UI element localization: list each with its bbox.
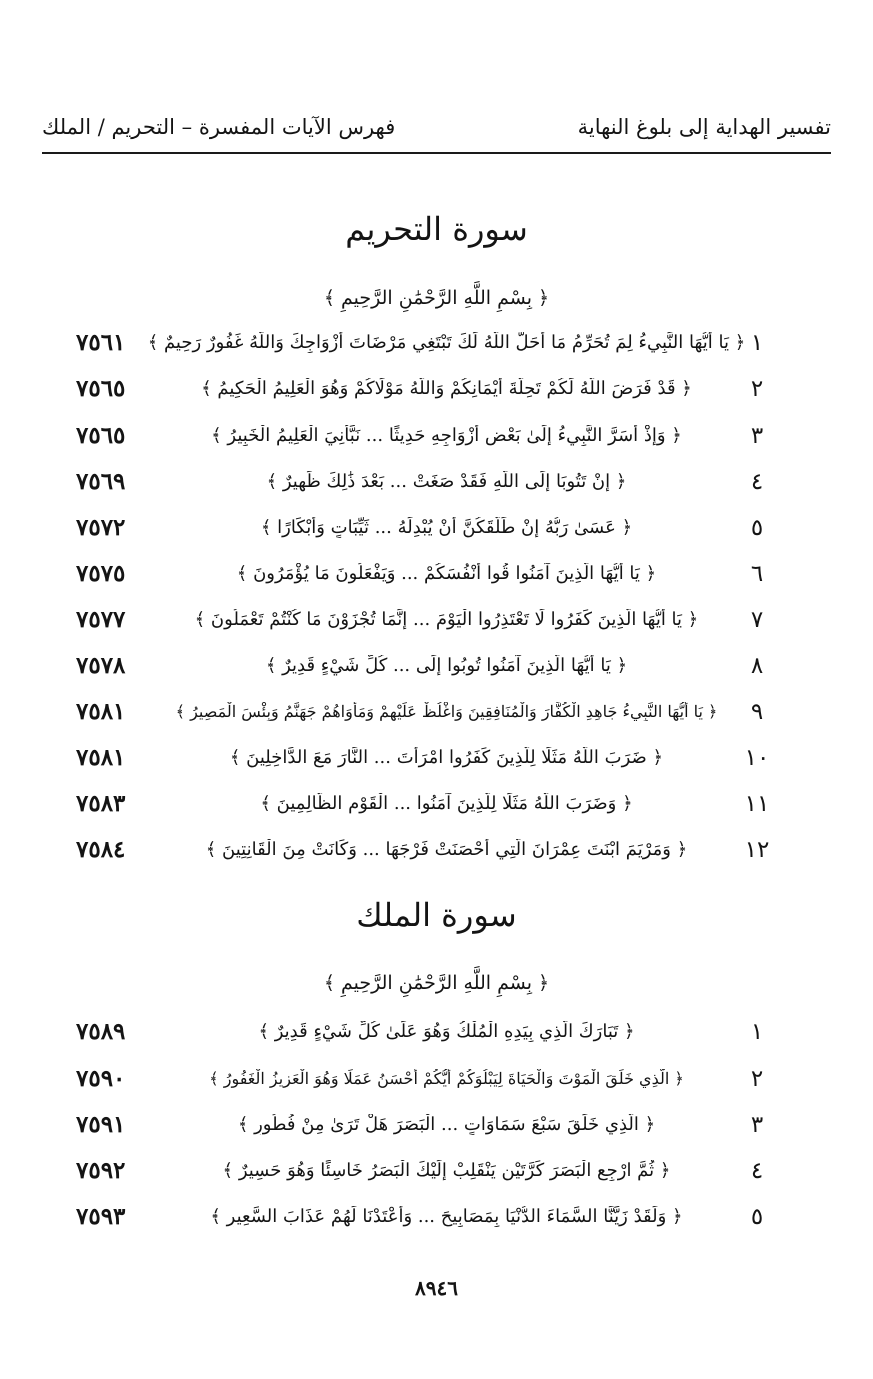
verse-text: ﴿ الَّذِي خَلَقَ الْمَوْتَ وَالْحَيَاةَ لِيَبْلُوَكُمْ أَيُّكُمْ أَحْسَنُ عَمَلًا وَهُوَ الْعَزِيزُ الْغَفُورُ ﴾ (209, 1068, 684, 1088)
verse-number: ٣ (750, 1112, 764, 1138)
verse-text: ﴿ يَا أَيُّهَا الَّذِينَ آمَنُوا قُوا أَنْفُسَكُمْ ... وَيَفْعَلُونَ مَا يُؤْمَرُونَ ﴾ (236, 562, 657, 584)
verse-page-ref: ٧٥٦١ (76, 328, 126, 356)
verse-page-ref: ٧٥٩٠ (76, 1064, 126, 1092)
verse-number: ٦ (750, 561, 764, 587)
verse-number: ٩ (750, 699, 764, 725)
verse-text: ﴿ تَبَارَكَ الَّذِي بِيَدِهِ الْمُلْكُ وَهُوَ عَلَىٰ كُلِّ شَيْءٍ قَدِيرٌ ﴾ (258, 1020, 635, 1042)
basmala-mulk: ﴿ بِسْمِ اللَّهِ الرَّحْمَٰنِ الرَّحِيمِ ﴾ (323, 972, 550, 994)
verse-row (76, 691, 764, 731)
verse-row (76, 1150, 764, 1190)
verse-page-ref: ٧٥٧٨ (76, 651, 126, 679)
page-number: ٨٩٤٦ (415, 1276, 458, 1300)
verse-row (76, 783, 770, 823)
verse-page-ref: ٧٥٨١ (76, 697, 126, 725)
verse-number: ١٢ (744, 837, 770, 863)
verse-row (76, 322, 764, 362)
verse-text: ﴿ ثُمَّ ارْجِعِ الْبَصَرَ كَرَّتَيْنِ يَنْقَلِبْ إِلَيْكَ الْبَصَرُ خَاسِئًا وَهُوَ حَسِيرٌ ﴾ (222, 1159, 671, 1181)
verse-number: ١١ (744, 791, 770, 817)
verse-row (76, 599, 764, 639)
verse-page-ref: ٧٥٦٥ (76, 374, 126, 402)
verse-number: ٥ (750, 1204, 764, 1230)
verse-page-ref: ٧٥٩٣ (76, 1202, 126, 1230)
verse-row (76, 461, 764, 501)
verse-number: ١ (750, 330, 764, 356)
verse-text: ﴿ وَمَرْيَمَ ابْنَتَ عِمْرَانَ الَّتِي أَحْصَنَتْ فَرْجَهَا ... وَكَانَتْ مِنَ الْقَانِتِينَ ﴾ (205, 838, 688, 860)
verse-number: ٣ (750, 423, 764, 449)
verse-page-ref: ٧٥٧٢ (76, 513, 126, 541)
basmala-tahrim: ﴿ بِسْمِ اللَّهِ الرَّحْمَٰنِ الرَّحِيمِ ﴾ (323, 287, 550, 309)
verse-row (76, 415, 764, 455)
verse-number: ٤ (750, 1158, 764, 1184)
verse-page-ref: ٧٥٨٩ (76, 1017, 126, 1045)
verse-page-ref: ٧٥٨٣ (76, 789, 126, 817)
verse-text: ﴿ وَلَقَدْ زَيَّنَّا السَّمَاءَ الدُّنْيَا بِمَصَابِيحَ ... وَأَعْتَدْنَا لَهُمْ عَذَابَ السَّعِيرِ ﴾ (210, 1205, 683, 1227)
verse-text: ﴿ إِنْ تَتُوبَا إِلَى اللَّهِ فَقَدْ صَغَتْ ... بَعْدَ ذَٰلِكَ ظَهِيرٌ ﴾ (266, 470, 627, 492)
verse-row (76, 1058, 764, 1098)
verse-text: ﴿ يَا أَيُّهَا النَّبِيءُ لِمَ تُحَرِّمُ مَا أَحَلَّ اللَّهُ لَكَ تَبْتَغِي مَرْضَاتَ أَزْوَاجِكَ وَاللَّهُ غَفُورٌ رَحِيمٌ ﴾ (147, 331, 746, 353)
verse-page-ref: ٧٥٦٩ (76, 467, 126, 495)
verse-page-ref: ٧٥٨٤ (76, 835, 126, 863)
verse-page-ref: ٧٥٧٥ (76, 559, 126, 587)
verse-number: ٢ (750, 1066, 764, 1092)
verse-page-ref: ٧٥٦٥ (76, 421, 126, 449)
verse-row (76, 1104, 764, 1144)
verse-number: ١ (750, 1019, 764, 1045)
running-header (42, 112, 831, 154)
verse-text: ﴿ يَا أَيُّهَا النَّبِيءُ جَاهِدِ الْكُفَّارَ وَالْمُنَافِقِينَ وَاغْلُظْ عَلَيْهِمْ وَمَأْوَاهُمْ جَهَنَّمُ وَبِئْسَ الْمَصِيرُ ﴾ (175, 701, 718, 721)
verse-row (76, 829, 770, 869)
verse-text: ﴿ يَا أَيُّهَا الَّذِينَ آمَنُوا تُوبُوا إِلَى ... كُلِّ شَيْءٍ قَدِيرٌ ﴾ (265, 654, 628, 676)
verse-row (76, 1196, 764, 1236)
surah-title-mulk: سورة الملك (356, 896, 517, 934)
verse-text: ﴿ الَّذِي خَلَقَ سَبْعَ سَمَاوَاتٍ ... الْبَصَرَ هَلْ تَرَىٰ مِنْ فُطُورٍ ﴾ (237, 1113, 656, 1135)
verse-text: ﴿ قَدْ فَرَضَ اللَّهُ لَكُمْ تَحِلَّةَ أَيْمَانِكُمْ وَاللَّهُ مَوْلَاكُمْ وَهُوَ الْعَلِيمُ الْحَكِيمُ ﴾ (201, 377, 692, 399)
index-title: فهرس الآيات المفسرة – التحريم / الملك (42, 115, 396, 139)
verse-row (76, 1011, 764, 1051)
surah-title-tahrim: سورة التحريم (345, 210, 528, 248)
verse-number: ٧ (750, 607, 764, 633)
verse-row (76, 507, 764, 547)
verse-text: ﴿ يَا أَيُّهَا الَّذِينَ كَفَرُوا لَا تَعْتَذِرُوا الْيَوْمَ ... إِنَّمَا تُجْزَوْنَ مَا كُنْتُمْ تَعْمَلُونَ ﴾ (194, 608, 699, 630)
verse-number: ٥ (750, 515, 764, 541)
verse-row (76, 737, 770, 777)
verse-number: ٨ (750, 653, 764, 679)
verse-number: ١٠ (744, 745, 770, 771)
verse-text: ﴿ وَضَرَبَ اللَّهُ مَثَلًا لِلَّذِينَ آمَنُوا ... الْقَوْمِ الظَّالِمِينَ ﴾ (260, 792, 633, 814)
verse-page-ref: ٧٥٨١ (76, 743, 126, 771)
verse-page-ref: ٧٥٧٧ (76, 605, 126, 633)
verse-row (76, 553, 764, 593)
verse-row (76, 368, 764, 408)
book-title: تفسير الهداية إلى بلوغ النهاية (577, 115, 831, 139)
verse-text: ﴿ عَسَىٰ رَبُّهُ إِنْ طَلَّقَكُنَّ أَنْ يُبْدِلَهُ ... ثَيِّبَاتٍ وَأَبْكَارًا ﴾ (260, 516, 633, 538)
verse-page-ref: ٧٥٩٢ (76, 1156, 126, 1184)
verse-text: ﴿ ضَرَبَ اللَّهُ مَثَلًا لِلَّذِينَ كَفَرُوا امْرَأَتَ ... النَّارَ مَعَ الدَّاخِلِينَ ﴾ (229, 746, 664, 768)
verse-number: ٢ (750, 376, 764, 402)
verse-number: ٤ (750, 469, 764, 495)
verse-text: ﴿ وَإِذْ أَسَرَّ النَّبِيءُ إِلَىٰ بَعْضِ أَزْوَاجِهِ حَدِيثًا ... نَبَّأَنِيَ الْعَلِيمُ الْخَبِيرُ ﴾ (211, 424, 682, 446)
verse-row (76, 645, 764, 685)
verse-page-ref: ٧٥٩١ (76, 1110, 126, 1138)
